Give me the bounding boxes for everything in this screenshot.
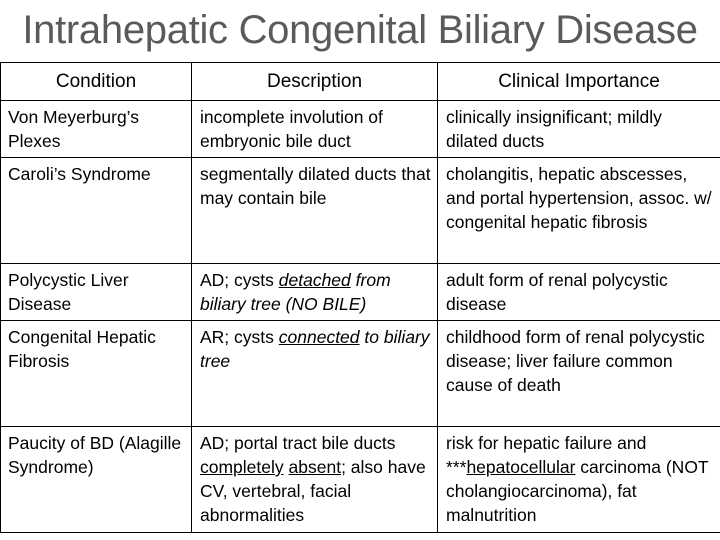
condition-cell: Polycystic Liver Disease [1, 264, 192, 321]
emphasis-text: connected [278, 327, 360, 347]
table-row [1, 101, 720, 158]
condition-cell: Von Meyerburg’s Plexes [1, 101, 192, 158]
importance-text: risk for hepatic failure and *** [446, 433, 647, 477]
condition-cell: Congenital Hepatic Fibrosis [1, 321, 192, 427]
emphasis-text: hepatocellular [466, 457, 576, 477]
importance-cell: cholangitis, hepatic abscesses, and portal hypertension, assoc. w/ congenital hepatic fibrosis [438, 158, 720, 264]
table-row [1, 158, 720, 264]
description-cell: segmentally dilated ducts that may contain bile [192, 158, 438, 264]
header-condition: Condition [1, 63, 192, 101]
description-cell [192, 321, 438, 427]
description-text: from biliary tree (NO BILE) [200, 270, 391, 314]
description-cell [192, 427, 438, 533]
disease-table [0, 62, 720, 533]
importance-cell [438, 427, 720, 533]
description-text: ; also have CV, vertebral, facial abnormalities [200, 457, 426, 525]
emphasis-text: absent [288, 457, 342, 477]
importance-cell: adult form of renal polycystic disease [438, 264, 720, 321]
table-row [1, 321, 720, 427]
table-row [1, 427, 720, 533]
table-header-row [1, 63, 720, 101]
description-text: AD; portal tract bile ducts [200, 433, 396, 453]
importance-cell: clinically insignificant; mildly dilated ducts [438, 101, 720, 158]
condition-cell: Paucity of BD (Alagille Syndrome) [1, 427, 192, 533]
description-text: AD; cysts [200, 270, 279, 290]
header-clinical-importance: Clinical Importance [438, 63, 720, 101]
description-cell [192, 264, 438, 321]
description-text: to biliary tree [200, 327, 430, 371]
description-text: AR; cysts [200, 327, 279, 347]
emphasis-text: detached [278, 270, 351, 290]
description-cell: incomplete involution of embryonic bile duct [192, 101, 438, 158]
emphasis-text: completely [200, 457, 284, 477]
header-description: Description [192, 63, 438, 101]
slide-title: Intrahepatic Congenital Biliary Disease [22, 8, 698, 52]
importance-text: carcinoma (NOT cholangiocarcinoma), fat malnutrition [446, 457, 709, 525]
condition-cell: Caroli’s Syndrome [1, 158, 192, 264]
importance-cell: childhood form of renal polycystic disease; liver failure common cause of death [438, 321, 720, 427]
table-row [1, 264, 720, 321]
